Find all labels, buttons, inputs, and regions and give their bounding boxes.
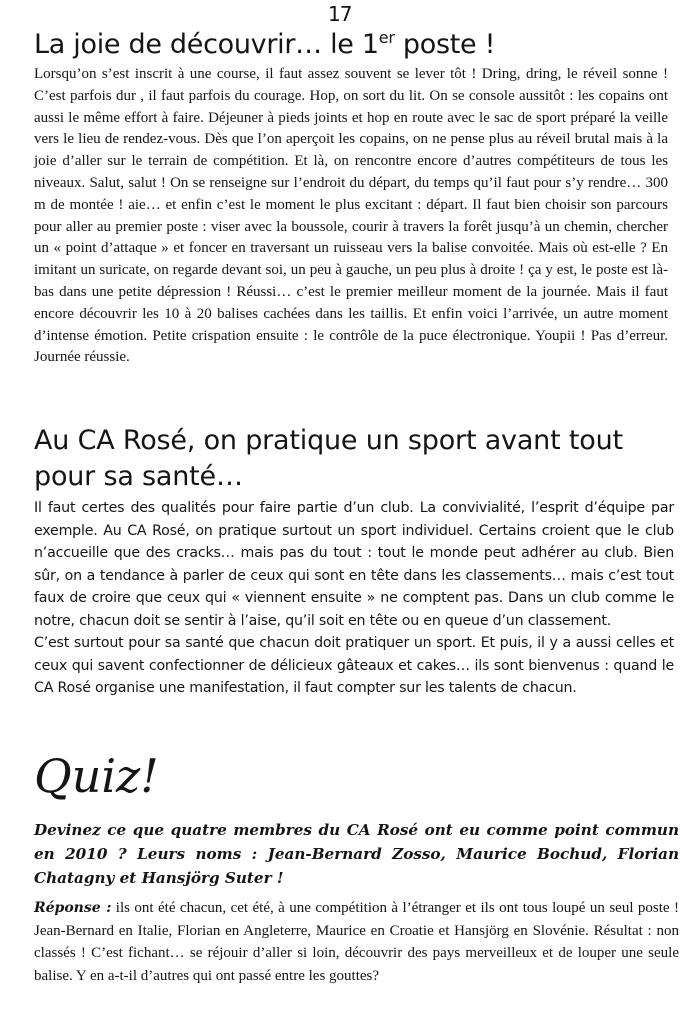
quiz-title: Quiz! [34,749,159,803]
health-paragraph-2: C’est surtout pour sa santé que chacun doit pratiquer un sport. Et puis, il y a aussi celles et ceux qui savent confectionner de délicieux gâteaux et cakes… ils sont bienvenus : quand le CA Rosé organise une manifestation, il faut compter sur les talents de chacun. [34,635,674,696]
quiz-answer [34,897,679,987]
title-prefix: La joie de découvrir… le 1 [34,29,379,60]
section-body-first-control: Lorsqu’on s’est inscrit à une course, il faut assez souvent se lever tôt ! Dring, dring, le réveil sonne ! C’est parfois dur , il faut parfois du courage. Hop, on sort du lit. On se console aussitôt : les copains ont aussi le même effort à faire. Déjeuner à pieds joints et hop en route avec le sac de sport préparé la veille vers le lieu de rendez-vous. Dès que l’on aperçoit les copains, on ne pense plus au réveil brutal mais à la joie d’aller sur le terrain de compétition. Et là, on rencontre encore d’autres compétiteurs de tous les niveaux. Salut, salut ! On se renseigne sur l’endroit du départ, du temps qu’il faut pour s’y rendre… 300 m de montée ! aie… et enfin c’est le moment le plus excitant : départ. Il faut bien choisir son parcours pour aller au premier poste : viser avec la boussole, courir à travers la forêt jusqu’à un chemin, chercher un « point d’attaque » et foncer en traversant un ruisseau vers la balise convoitée. Mais où est-elle ? En imitant un suricate, on regarde devant soi, un peu à gauche, un peu plus à droite ! ça y est, le poste est là-bas dans une petite dépression ! Réussi… c’est le premier meilleur moment de la journée. Mais il faut encore découvrir les 10 à 20 balises cachées dans les taillis. Et enfin voici l’arrivée, un autre moment d’intense émotion. Petite crispation ensuite : le contrôle de la puce électronique. Youpii ! Pas d’erreur. Journée réussie. [34,66,668,366]
section-body-health [34,497,674,700]
page-number: 17 [328,2,352,26]
title-suffix: poste ! [394,29,496,60]
health-paragraph-1: Il faut certes des qualités pour faire partie d’un club. La convivialité, l’esprit d’équipe par exemple. Au CA Rosé, on pratique surtout un sport individuel. Certains croient que le club n’accueille que des cracks… mais pas du tout : tout le monde peut adhérer au club. Bien sûr, on a tendance à parler de ceux qui sont en tête dans les classements… mais c’est tout faux de croire que ceux qui « viennent ensuite » ne comptent pas. Dans un club comme le notre, chacun doit se sentir à l’aise, qu’il soit en tête ou en queue d’un classement. [34,500,674,629]
quiz-question: Devinez ce que quatre membres du CA Rosé ont eu comme point commun en 2010 ? Leurs noms : Jean-Bernard Zosso, Maurice Bochud, Florian Chatagny et Hansjörg Suter ! [34,821,679,887]
title-superscript: er [378,28,395,47]
answer-text: ils ont été chacun, cet été, à une compétition à l’étranger et ils ont tous loupé un seul poste ! Jean-Bernard en Italie, Florian en Angleterre, Maurice en Croatie et Hansjörg en Slovénie. Résultat : non classés ! C’est fichant… se réjouir d’aller si loin, découvrir des pays merveilleux et de louper une seule balise. Y en a-t-il d’autres qui ont passé entre les gouttes? [34,900,680,984]
answer-label: Réponse : [34,900,112,916]
section-title-first-control [34,27,495,63]
section-title-health: Au CA Rosé, on pratique un sport avant tout pour sa santé… [34,425,623,492]
